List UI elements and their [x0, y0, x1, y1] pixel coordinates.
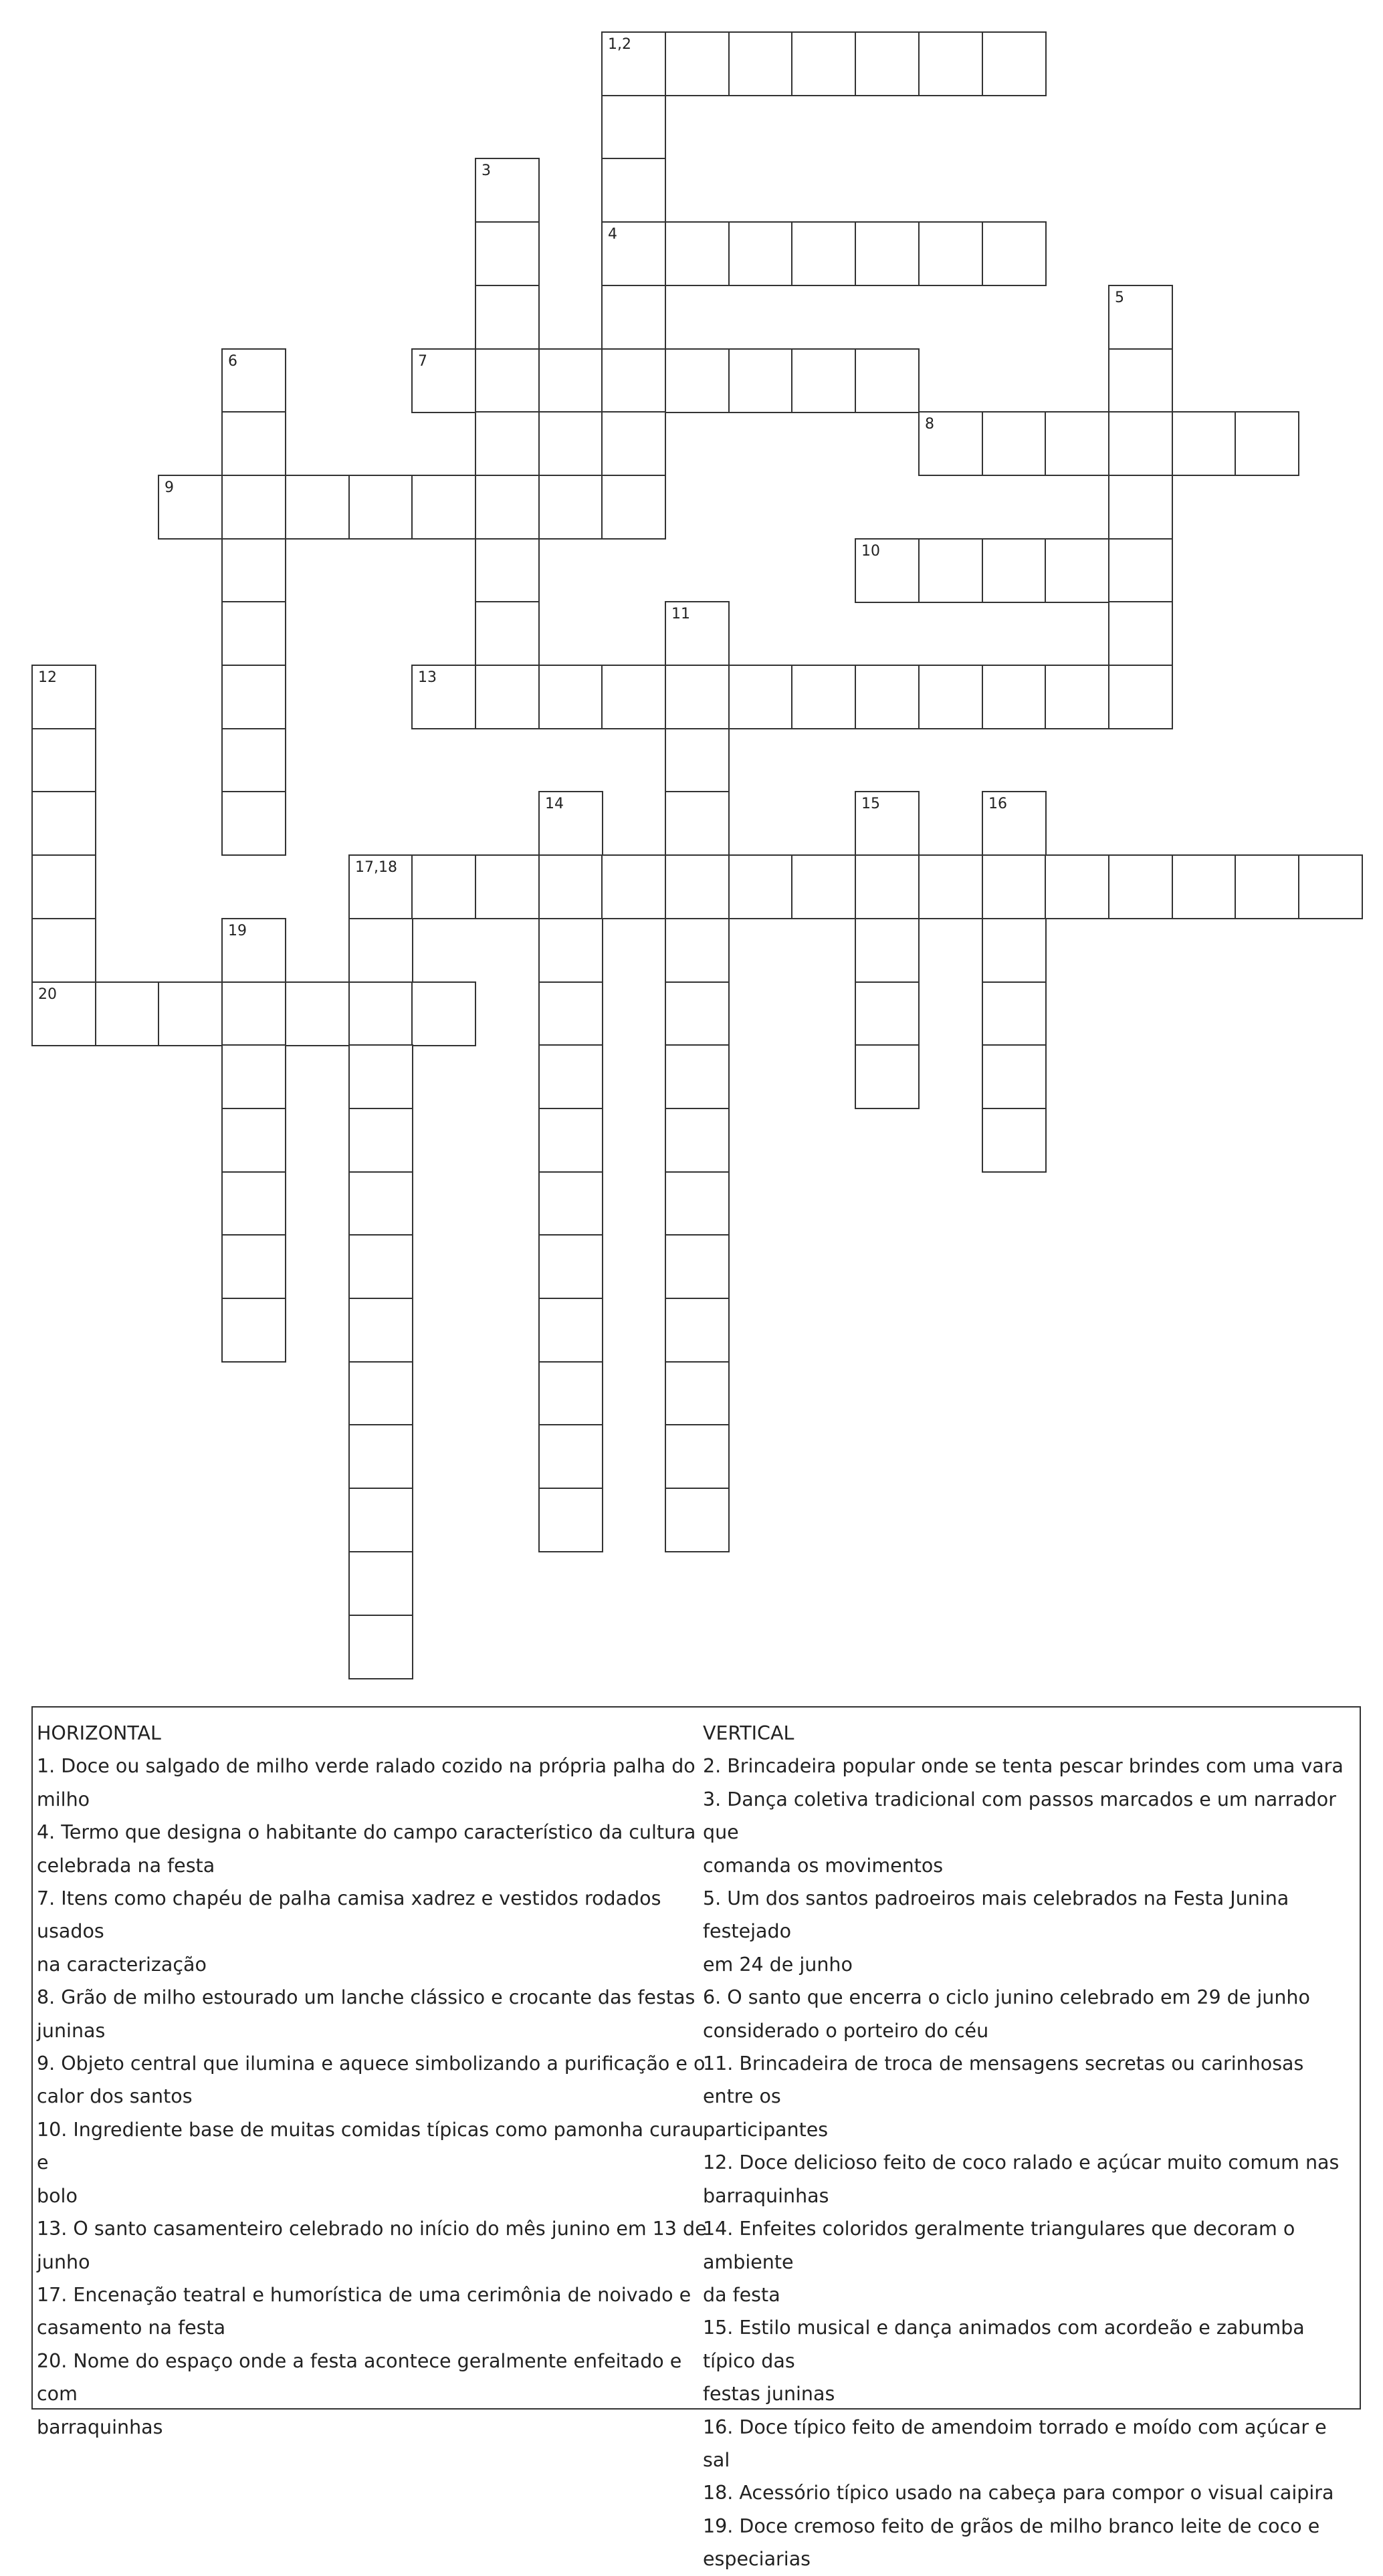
crossword-cell[interactable]: [601, 158, 666, 223]
crossword-cell[interactable]: [411, 981, 476, 1046]
crossword-cell[interactable]: [1235, 411, 1299, 476]
clue-number: 16: [988, 796, 1007, 812]
crossword-cell[interactable]: [1045, 411, 1109, 476]
crossword-cell[interactable]: [1108, 348, 1173, 413]
clue-line: festas juninas: [703, 2383, 835, 2406]
crossword-cell[interactable]: [1108, 665, 1173, 729]
crossword-cell[interactable]: [538, 918, 603, 983]
clue-number: 1,2: [608, 36, 631, 53]
clue-number: 10: [861, 543, 880, 560]
crossword-cell[interactable]: [1172, 854, 1237, 919]
crossword-cell[interactable]: [538, 791, 603, 856]
crossword-cell[interactable]: [918, 854, 983, 919]
clue-line: 6. O santo que encerra o ciclo junino celebrado em 29 de junho: [703, 1986, 1310, 2009]
crossword-cell[interactable]: [538, 1488, 603, 1552]
crossword-cell[interactable]: [538, 475, 603, 540]
clue-line: casamento na festa: [37, 2317, 226, 2339]
crossword-cell[interactable]: [665, 1234, 730, 1299]
crossword-cell[interactable]: [31, 728, 96, 793]
crossword-cell[interactable]: [855, 981, 920, 1046]
clue-number: 4: [608, 226, 617, 243]
crossword-cell[interactable]: [601, 221, 666, 286]
crossword-cell[interactable]: [1172, 411, 1237, 476]
vertical-clues: [703, 1717, 1358, 2576]
crossword-cell[interactable]: [538, 1361, 603, 1426]
crossword-cell[interactable]: [665, 221, 730, 286]
crossword-cell[interactable]: [348, 1234, 413, 1299]
crossword-cell[interactable]: [411, 665, 476, 729]
crossword-cell[interactable]: [855, 31, 920, 96]
crossword-cell[interactable]: [601, 31, 666, 96]
crossword-cell[interactable]: [601, 285, 666, 350]
clue-line: 10. Ingrediente base de muitas comidas típicas como pamonha curau e: [37, 2118, 704, 2174]
clue-line: 7. Itens como chapéu de palha camisa xadrez e vestidos rodados usados: [37, 1887, 661, 1943]
crossword-cell[interactable]: [1235, 854, 1299, 919]
crossword-cell[interactable]: [285, 981, 350, 1046]
crossword-cell[interactable]: [665, 1044, 730, 1109]
crossword-cell[interactable]: [982, 31, 1047, 96]
crossword-cell[interactable]: [1298, 854, 1363, 919]
crossword-cell[interactable]: [538, 411, 603, 476]
crossword-cell[interactable]: [728, 665, 793, 729]
clue-number: 12: [38, 669, 57, 686]
clues-box: [31, 1706, 1361, 2571]
crossword-cell[interactable]: [221, 1108, 286, 1173]
clue-line: 19. Doce cremoso feito de grãos de milho branco leite de coco e: [703, 2514, 1320, 2537]
crossword-cell[interactable]: [538, 1234, 603, 1299]
clue-line: 16. Doce típico feito de amendoim torrado e moído com açúcar e sal: [703, 2416, 1327, 2471]
crossword-cell[interactable]: [348, 1298, 413, 1363]
crossword-cell[interactable]: [475, 285, 540, 350]
crossword-cell[interactable]: [855, 348, 920, 413]
clue-line: 2. Brincadeira popular onde se tenta pescar brindes com uma vara: [703, 1755, 1344, 1778]
crossword-cell[interactable]: [348, 1108, 413, 1173]
crossword-cell[interactable]: [538, 1298, 603, 1363]
clue-line: 1. Doce ou salgado de milho verde ralado cozido na própria palha do: [37, 1755, 696, 1778]
crossword-cell[interactable]: [475, 348, 540, 413]
clue-number: 13: [418, 669, 437, 686]
crossword-cell[interactable]: [791, 31, 856, 96]
crossword-cell[interactable]: [221, 348, 286, 413]
crossword-cell[interactable]: [348, 475, 413, 540]
clue-line: 9. Objeto central que ilumina e aquece simbolizando a purificação e o: [37, 2053, 706, 2075]
crossword-cell[interactable]: [665, 348, 730, 413]
crossword-cell[interactable]: [538, 348, 603, 413]
clue-line: 15. Estilo musical e dança animados com acordeão e zabumba típico das: [703, 2317, 1305, 2372]
crossword-cell[interactable]: [538, 1171, 603, 1236]
clue-line: comanda os movimentos: [703, 1854, 944, 1877]
crossword-cell[interactable]: [665, 1298, 730, 1363]
crossword-cell[interactable]: [728, 348, 793, 413]
crossword-cell[interactable]: [221, 791, 286, 856]
crossword-cell[interactable]: [665, 1361, 730, 1426]
clue-line: 17. Encenação teatral e humorística de uma cerimônia de noivado e: [37, 2283, 692, 2306]
crossword-cell[interactable]: [1108, 475, 1173, 540]
crossword-cell[interactable]: [475, 665, 540, 729]
crossword-cell[interactable]: [475, 475, 540, 540]
crossword-cell[interactable]: [982, 854, 1047, 919]
clue-number: 6: [228, 353, 237, 370]
crossword-cell[interactable]: [665, 854, 730, 919]
crossword-cell[interactable]: [1108, 601, 1173, 666]
crossword-cell[interactable]: [411, 854, 476, 919]
clue-number: 19: [228, 923, 247, 939]
crossword-cell[interactable]: [665, 1171, 730, 1236]
crossword-cell[interactable]: [221, 918, 286, 983]
crossword-cell[interactable]: [791, 854, 856, 919]
crossword-cell[interactable]: [348, 1424, 413, 1489]
crossword-cell[interactable]: [982, 665, 1047, 729]
clue-line: 20. Nome do espaço onde a festa acontece geralmente enfeitado e com: [37, 2349, 682, 2406]
crossword-cell[interactable]: [1045, 854, 1109, 919]
crossword-cell[interactable]: [918, 538, 983, 603]
clue-number: 5: [1115, 289, 1124, 306]
crossword-cell[interactable]: [348, 981, 413, 1046]
crossword-cell[interactable]: [31, 854, 96, 919]
crossword-cell[interactable]: [475, 538, 540, 603]
crossword-cell[interactable]: [791, 221, 856, 286]
horizontal-heading: HORIZONTAL: [37, 1722, 161, 1744]
clue-line: barraquinhas: [37, 2416, 163, 2438]
crossword-cell[interactable]: [601, 95, 666, 160]
clue-line: 5. Um dos santos padroeiros mais celebrados na Festa Junina festejado: [703, 1887, 1289, 1943]
crossword-cell[interactable]: [665, 31, 730, 96]
clue-line: calor dos santos: [37, 2085, 193, 2108]
clue-line: barraquinhas: [703, 2184, 829, 2207]
crossword-cell[interactable]: [1108, 411, 1173, 476]
crossword-cell[interactable]: [665, 1424, 730, 1489]
clue-line: 18. Acessório típico usado na cabeça para compor o visual caipira: [703, 2482, 1334, 2504]
crossword-cell[interactable]: [918, 31, 983, 96]
crossword-cell[interactable]: [601, 411, 666, 476]
clue-line: 14. Enfeites coloridos geralmente triangulares que decoram o ambiente: [703, 2218, 1295, 2273]
crossword-cell[interactable]: [31, 981, 96, 1046]
crossword-cell[interactable]: [411, 348, 476, 413]
crossword-cell[interactable]: [665, 601, 730, 666]
crossword-cell[interactable]: [918, 411, 983, 476]
crossword-cell[interactable]: [221, 981, 286, 1046]
crossword-cell[interactable]: [728, 854, 793, 919]
crossword-cell[interactable]: [982, 538, 1047, 603]
crossword-cell[interactable]: [31, 791, 96, 856]
crossword-cell[interactable]: [665, 791, 730, 856]
crossword-cell[interactable]: [982, 791, 1047, 856]
clue-line: 3. Dança coletiva tradicional com passos marcados e um narrador que: [703, 1788, 1336, 1844]
crossword-cell[interactable]: [348, 1551, 413, 1616]
crossword-cell[interactable]: [665, 1488, 730, 1552]
crossword-cell[interactable]: [665, 665, 730, 729]
crossword-cell[interactable]: [665, 728, 730, 793]
crossword-cell[interactable]: [538, 1424, 603, 1489]
crossword-cell[interactable]: [31, 665, 96, 729]
vertical-clue-list: [703, 1750, 1358, 2575]
crossword-cell[interactable]: [221, 728, 286, 793]
crossword-cell[interactable]: [855, 791, 920, 856]
crossword-cell[interactable]: [221, 601, 286, 666]
clue-line: bolo: [37, 2184, 78, 2207]
crossword-cell[interactable]: [982, 918, 1047, 983]
crossword-cell[interactable]: [475, 221, 540, 286]
clue-line: na caracterização: [37, 1953, 207, 1976]
crossword-cell[interactable]: [855, 665, 920, 729]
crossword-cell[interactable]: [728, 221, 793, 286]
crossword-cell[interactable]: [791, 665, 856, 729]
clue-line: celebrada na festa: [37, 1854, 215, 1877]
crossword-cell[interactable]: [538, 854, 603, 919]
vertical-heading: VERTICAL: [703, 1722, 794, 1744]
crossword-cell[interactable]: [982, 1044, 1047, 1109]
clue-line: 13. O santo casamenteiro celebrado no início do mês junino em 13 de: [37, 2218, 707, 2240]
crossword-cell[interactable]: [855, 1044, 920, 1109]
crossword-cell[interactable]: [348, 1171, 413, 1236]
crossword-cell[interactable]: [31, 918, 96, 983]
clue-number: 9: [165, 479, 174, 496]
crossword-cell[interactable]: [1045, 538, 1109, 603]
clue-number: 14: [545, 796, 564, 812]
crossword-cell[interactable]: [855, 538, 920, 603]
clue-line: 4. Termo que designa o habitante do campo característico da cultura: [37, 1821, 696, 1844]
crossword-cell[interactable]: [221, 1298, 286, 1363]
crossword-cell[interactable]: [348, 1615, 413, 1679]
clue-line: da festa: [703, 2283, 780, 2306]
clue-line: juninas: [37, 2019, 106, 2042]
crossword-cell[interactable]: [475, 601, 540, 666]
clue-line: junho: [37, 2250, 90, 2273]
crossword-cell[interactable]: [475, 158, 540, 223]
crossword-cell[interactable]: [1108, 538, 1173, 603]
crossword-cell[interactable]: [158, 475, 223, 540]
crossword-cell[interactable]: [665, 1108, 730, 1173]
crossword-cell[interactable]: [158, 981, 223, 1046]
clue-line: 8. Grão de milho estourado um lanche clássico e crocante das festas: [37, 1986, 696, 2009]
crossword-cell[interactable]: [728, 31, 793, 96]
crossword-cell[interactable]: [95, 981, 160, 1046]
crossword-cell[interactable]: [411, 475, 476, 540]
crossword-cell[interactable]: [982, 411, 1047, 476]
crossword-cell[interactable]: [601, 348, 666, 413]
crossword-cell[interactable]: [475, 411, 540, 476]
crossword-cell[interactable]: [918, 221, 983, 286]
horizontal-clue-list: [37, 1750, 719, 2444]
clue-number: 17,18: [355, 859, 397, 876]
crossword-cell[interactable]: [1045, 665, 1109, 729]
crossword-cell[interactable]: [982, 981, 1047, 1046]
crossword-cell[interactable]: [221, 1171, 286, 1236]
clue-line: 12. Doce delicioso feito de coco ralado e açúcar muito comum nas: [703, 2151, 1340, 2174]
clue-number: 8: [925, 416, 934, 433]
crossword-cell[interactable]: [285, 475, 350, 540]
clue-line: participantes: [703, 2118, 829, 2141]
crossword-cell[interactable]: [348, 1488, 413, 1552]
crossword-cell[interactable]: [855, 918, 920, 983]
crossword-cell[interactable]: [982, 1108, 1047, 1173]
clue-line: em 24 de junho: [703, 1953, 853, 1976]
crossword-cell[interactable]: [855, 854, 920, 919]
crossword-cell[interactable]: [348, 1044, 413, 1109]
crossword-cell[interactable]: [791, 348, 856, 413]
crossword-cell[interactable]: [221, 665, 286, 729]
crossword-cell[interactable]: [601, 854, 666, 919]
clue-line: considerado o porteiro do céu: [703, 2019, 989, 2042]
crossword-cell[interactable]: [855, 221, 920, 286]
crossword-cell[interactable]: [665, 918, 730, 983]
crossword-cell[interactable]: [475, 854, 540, 919]
clue-number: 7: [418, 353, 427, 370]
crossword-cell[interactable]: [538, 665, 603, 729]
crossword-cell[interactable]: [601, 475, 666, 540]
crossword-cell[interactable]: [918, 665, 983, 729]
crossword-cell[interactable]: [1108, 854, 1173, 919]
clue-number: 20: [38, 986, 57, 1003]
crossword-cell[interactable]: [221, 1234, 286, 1299]
crossword-cell[interactable]: [348, 854, 413, 919]
crossword-cell[interactable]: [601, 665, 666, 729]
crossword-cell[interactable]: [538, 1044, 603, 1109]
crossword-cell[interactable]: [221, 538, 286, 603]
clue-line: especiarias: [703, 2548, 811, 2571]
clue-number: 15: [861, 796, 880, 812]
clue-number: 3: [482, 162, 491, 179]
crossword-cell[interactable]: [348, 1361, 413, 1426]
crossword-cell[interactable]: [221, 411, 286, 476]
crossword-cell[interactable]: [538, 1108, 603, 1173]
crossword-cell[interactable]: [538, 981, 603, 1046]
crossword-cell[interactable]: [665, 981, 730, 1046]
crossword-cell[interactable]: [982, 221, 1047, 286]
clue-line: milho: [37, 1788, 90, 1810]
clue-number: 11: [671, 606, 690, 622]
crossword-cell[interactable]: [221, 475, 286, 540]
clue-line: 11. Brincadeira de troca de mensagens secretas ou carinhosas entre os: [703, 2053, 1304, 2108]
crossword-cell[interactable]: [221, 1044, 286, 1109]
horizontal-clues: [37, 1717, 719, 2444]
crossword-cell[interactable]: [348, 918, 413, 983]
crossword-cell[interactable]: [1108, 285, 1173, 350]
